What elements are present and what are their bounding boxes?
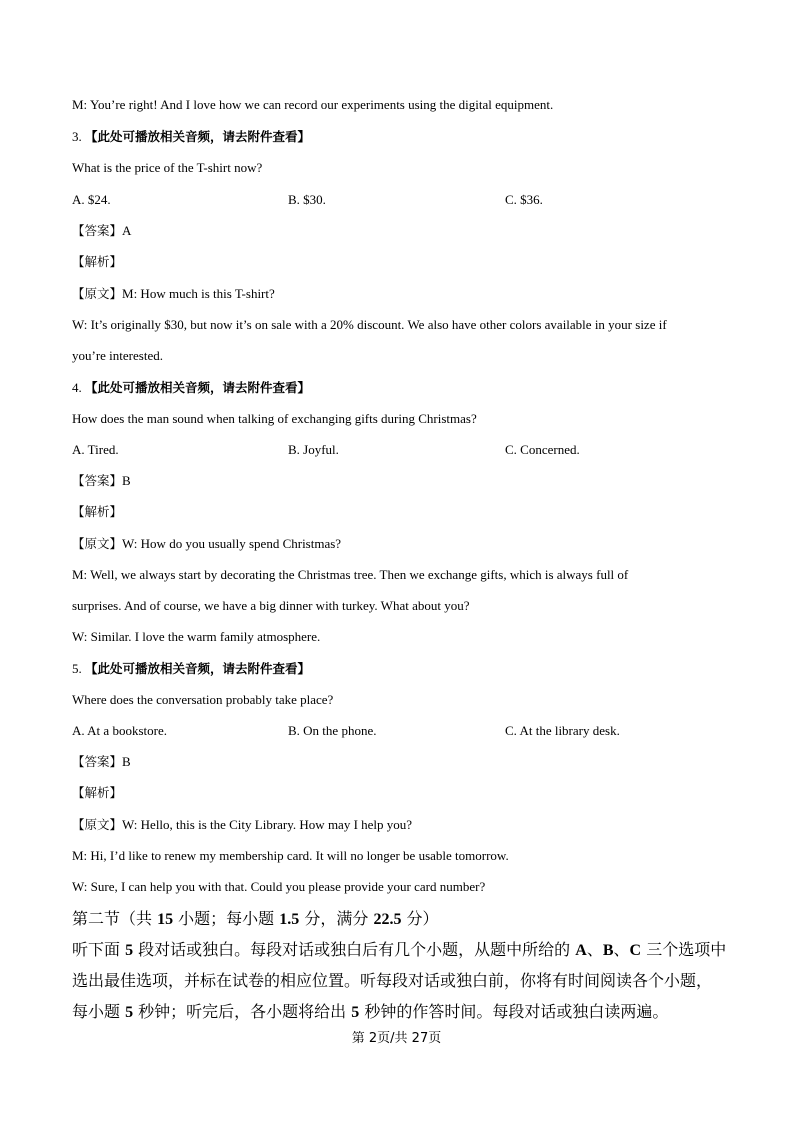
question-number: 3. <box>72 129 82 144</box>
transcript-line: M: Well, we always start by decorating the Christmas tree. Then we exchange gifts, which is always full of <box>72 567 629 582</box>
option-a[interactable]: A. Tired. <box>72 442 119 457</box>
question-5-text: Where does the conversation probably take place? <box>72 692 334 707</box>
answer-value: B <box>122 754 131 769</box>
transcript-text: W: Hello, this is the City Library. How may I help you? <box>122 817 413 832</box>
audio-note[interactable]: 【此处可播放相关音频，请去附件查看】 <box>85 661 311 676</box>
original-tag: 【原文】 <box>72 817 123 832</box>
question-number: 4. <box>72 380 82 395</box>
question-5-header <box>72 661 310 677</box>
transcript-text: W: How do you usually spend Christmas? <box>122 536 342 551</box>
transcript-line: W: Similar. I love the warm family atmosphere. <box>72 629 321 644</box>
answer-value: A <box>122 223 132 238</box>
transcript-text: M: How much is this T-shirt? <box>122 286 275 301</box>
audio-note[interactable]: 【此处可播放相关音频，请去附件查看】 <box>85 380 311 395</box>
transcript-line: you’re interested. <box>72 348 163 363</box>
option-b[interactable]: B. $30. <box>288 192 326 207</box>
instructions-line-3: 每小题 5 秒钟；听完后，各小题将给出 5 秒钟的作答时间。每段对话或独白读两遍。 <box>72 1002 669 1021</box>
question-3-text: What is the price of the T-shirt now? <box>72 160 263 175</box>
answer-tag: 【答案】 <box>72 223 123 238</box>
transcript-line <box>72 286 275 302</box>
transcript-line: M: Hi, I’d like to renew my membership card. It will no longer be usable tomorrow. <box>72 848 509 863</box>
option-c[interactable]: C. $36. <box>505 192 543 207</box>
answer-line <box>72 473 131 489</box>
audio-note[interactable]: 【此处可播放相关音频，请去附件查看】 <box>85 129 311 144</box>
question-number: 5. <box>72 661 82 676</box>
analysis-tag: 【解析】 <box>72 785 123 800</box>
option-b[interactable]: B. Joyful. <box>288 442 339 457</box>
option-c[interactable]: C. At the library desk. <box>505 723 620 738</box>
answer-tag: 【答案】 <box>72 754 123 769</box>
transcript-line: surprises. And of course, we have a big dinner with turkey. What about you? <box>72 598 470 613</box>
option-a[interactable]: A. $24. <box>72 192 111 207</box>
question-4-text: How does the man sound when talking of exchanging gifts during Christmas? <box>72 411 477 426</box>
answer-tag: 【答案】 <box>72 473 123 488</box>
answer-value: B <box>122 473 131 488</box>
top-line: M: You’re right! And I love how we can record our experiments using the digital equipment. <box>72 97 554 112</box>
question-4-header <box>72 380 310 396</box>
analysis-tag: 【解析】 <box>72 254 123 269</box>
transcript-line: W: Sure, I can help you with that. Could you please provide your card number? <box>72 879 486 894</box>
answer-line <box>72 223 131 239</box>
instructions-line-1: 听下面 5 段对话或独白。每段对话或独白后有几个小题，从题中所给的 A、B、C 三个选项中 <box>72 940 727 959</box>
transcript-line <box>72 536 341 552</box>
analysis-tag: 【解析】 <box>72 504 123 519</box>
original-tag: 【原文】 <box>72 536 123 551</box>
section-heading: 第二节（共 15 小题；每小题 1.5 分，满分 22.5 分） <box>72 909 439 928</box>
transcript-line: W: It’s originally $30, but now it’s on sale with a 20% discount. We also have other colors available in your size if <box>72 317 667 332</box>
option-a[interactable]: A. At a bookstore. <box>72 723 167 738</box>
instructions-line-2: 选出最佳选项，并标在试卷的相应位置。听每段对话或独白前，你将有时间阅读各个小题， <box>72 971 713 990</box>
option-b[interactable]: B. On the phone. <box>288 723 377 738</box>
original-tag: 【原文】 <box>72 286 123 301</box>
option-c[interactable]: C. Concerned. <box>505 442 580 457</box>
transcript-line <box>72 817 412 833</box>
question-3-header <box>72 129 310 145</box>
answer-line <box>72 754 131 770</box>
page-footer: 第 2页/共 27页 <box>351 1031 442 1046</box>
